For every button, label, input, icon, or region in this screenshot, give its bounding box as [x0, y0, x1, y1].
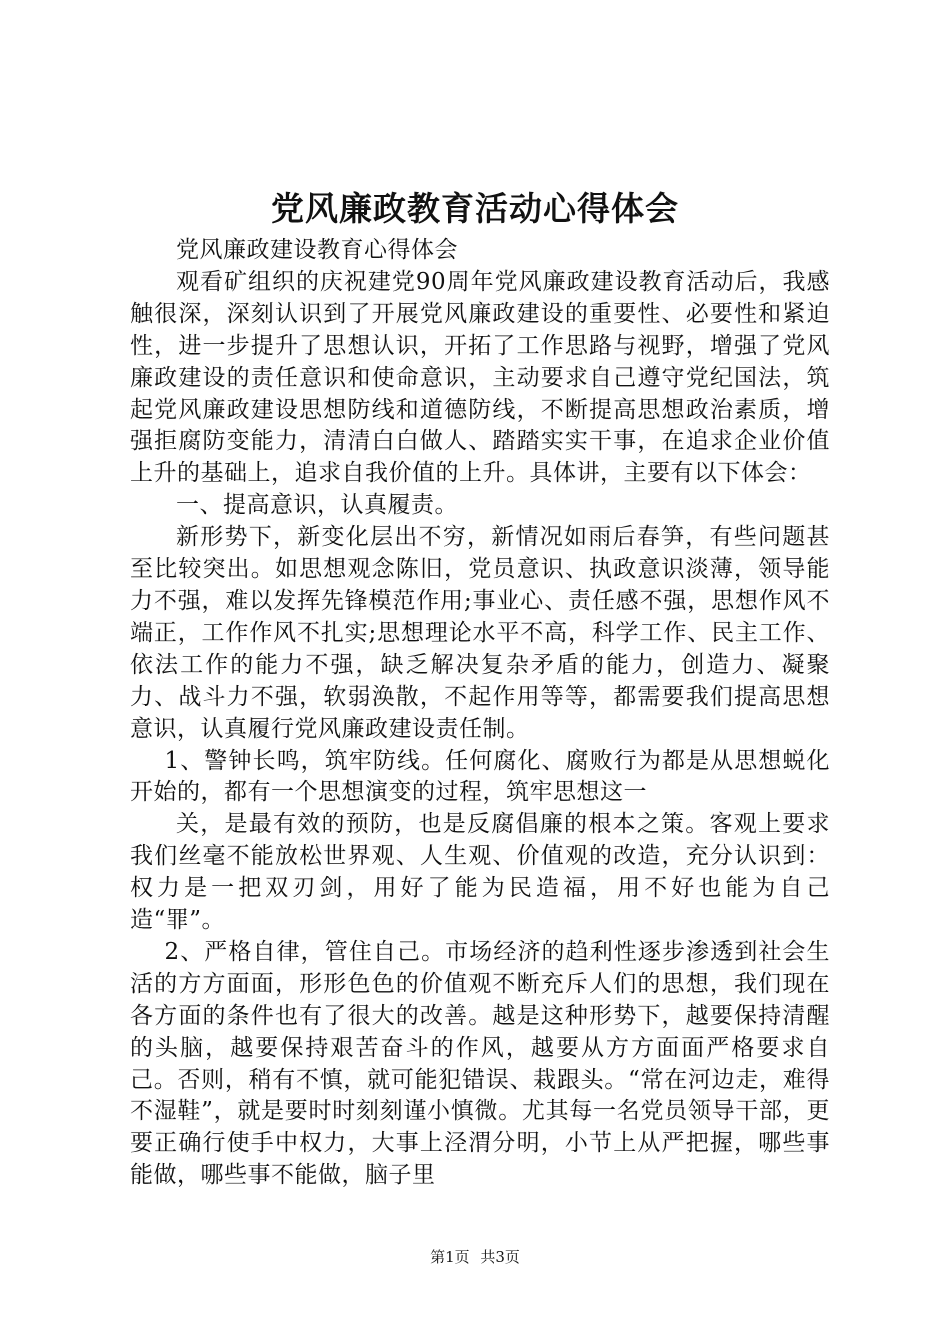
- section-heading-1: 一、提高意识，认真履责。: [176, 492, 458, 519]
- document-body: [130, 235, 830, 1192]
- paragraph-point-1-continued: 关，是最有效的预防，也是反腐倡廉的根本之策。客观上要求我们丝毫不能放松世界观、人生观、价值观的改造，充分认识到：权力是一把双刃剑，用好了能为民造福，用不好也能为自己造“罪”。: [130, 811, 830, 934]
- document-title: 党风廉政教育活动心得体会: [271, 189, 679, 228]
- paragraph-situation: 新形势下，新变化层出不穷，新情况如雨后春笋，有些问题甚至比较突出。如思想观念陈旧，党员意识、执政意识淡薄，领导能力不强，难以发挥先锋模范作用;事业心、责任感不强，思想作风不端正，工作作风不扎实;思想理论水平不高，科学工作、民主工作、依法工作的能力不强，缺乏解决复杂矛盾的能力，创造力、凝聚力、战斗力不强，软弱涣散，不起作用等等，都需要我们提高思想意识，认真履行党风廉政建设责任制。: [130, 524, 830, 742]
- paragraph-point-2: 2、严格自律，管住自己。市场经济的趋利性逐步渗透到社会生活的方方面面，形形色色的价值观不断充斥人们的思想，我们现在各方面的条件也有了很大的改善。越是这种形势下，越要保持清醒的头脑，越要保持艰苦奋斗的作风，越要从方方面面严格要求自己。否则，稍有不慎，就可能犯错误、栽跟头。“常在河边走，难得不湿鞋”，就是要时时刻刻谨小慎微。尤其每一名党员领导干部，更要正确行使手中权力，大事上泾渭分明，小节上从严把握，哪些事能做，哪些事不能做，脑子里: [130, 938, 830, 1189]
- paragraph-intro: 观看矿组织的庆祝建党90周年党风廉政建设教育活动后，我感触很深，深刻认识到了开展党风廉政建设的重要性、必要性和紧迫性，进一步提升了思想认识，开拓了工作思路与视野，增强了党风廉政建设的责任意识和使命意识，主动要求自己遵守党纪国法，筑起党风廉政建设思想防线和道德防线，不断提高思想政治素质，增强拒腐防变能力，清清白白做人、踏踏实实干事，在追求企业价值上升的基础上，追求自我价值的上升。具体讲，主要有以下体会：: [130, 268, 830, 487]
- page-footer: 第1页 共3页: [430, 1248, 520, 1266]
- document-subtitle: 党风廉政建设教育心得体会: [176, 237, 458, 263]
- paragraph-point-1: 1、警钟长鸣，筑牢防线。任何腐化、腐败行为都是从思想蜕化开始的，都有一个思想演变的过程，筑牢思想这一: [130, 747, 830, 806]
